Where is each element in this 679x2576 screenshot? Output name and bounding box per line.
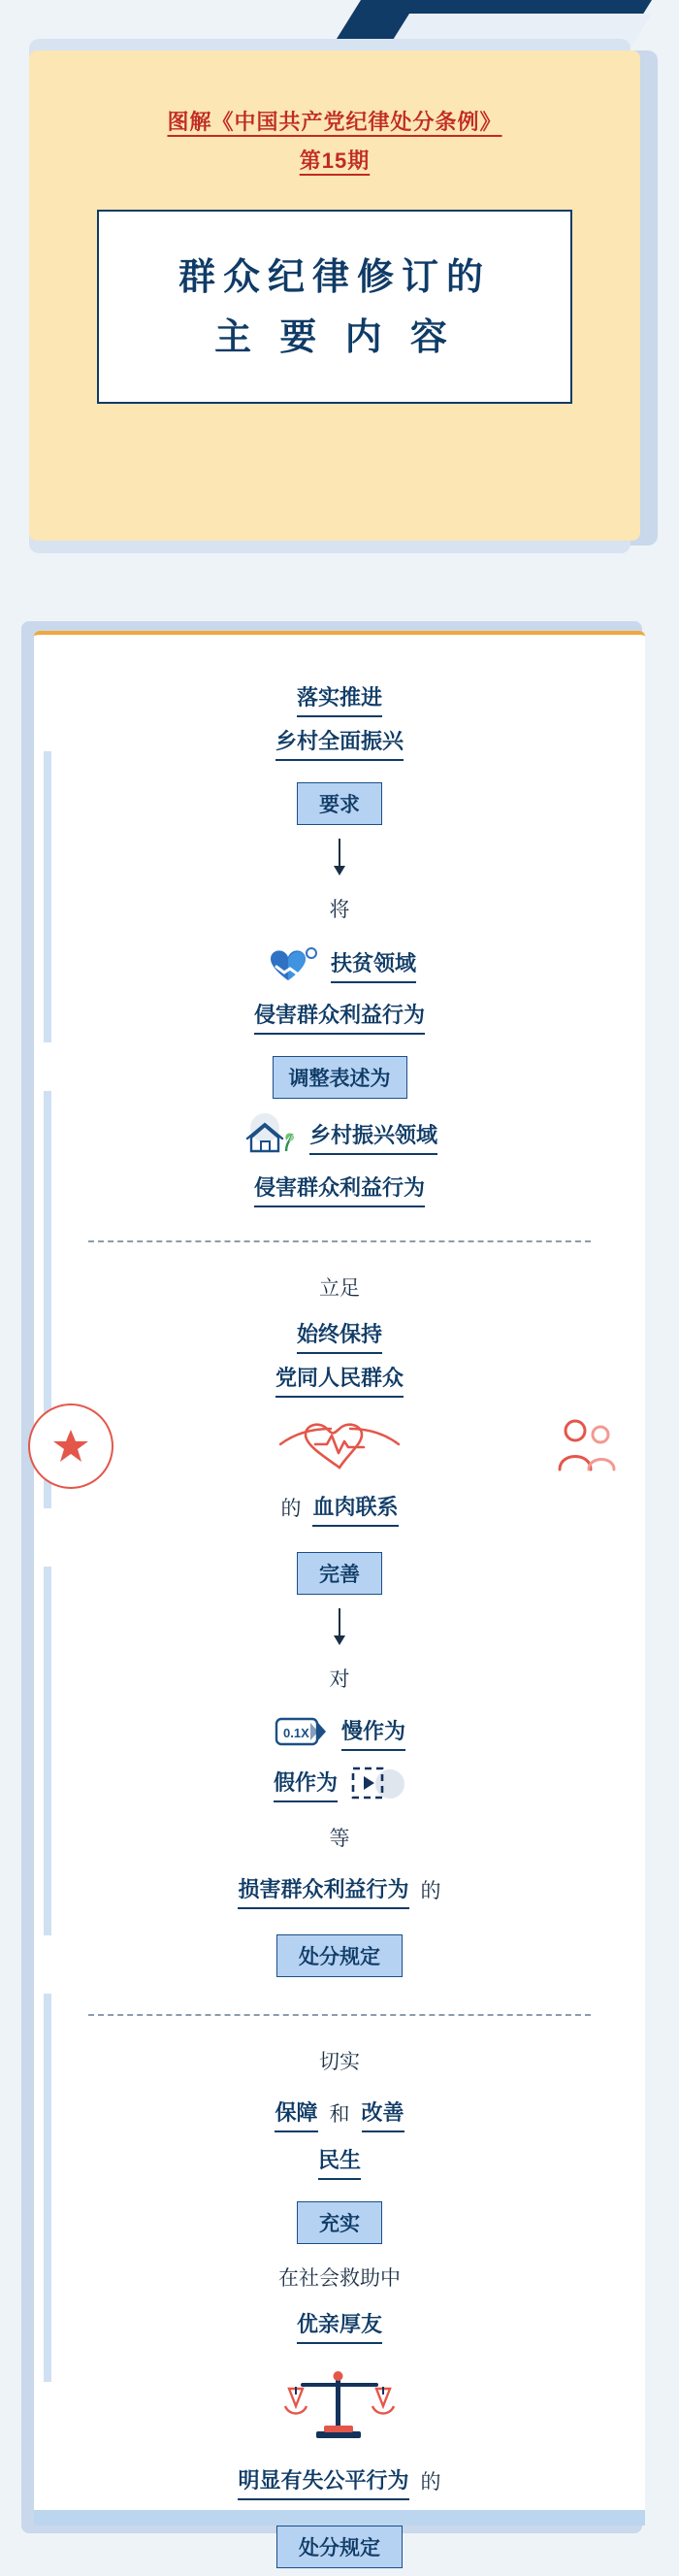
section-peoples-livelihood — [88, 2041, 591, 2572]
two-people-icon — [552, 1415, 622, 1477]
body-card-bottom-bar — [34, 2510, 645, 2526]
s2-label-flesh-blood: 血肉联系 — [312, 1493, 398, 1527]
s1-poverty-relief-row — [88, 941, 591, 991]
s1-line-2: 乡村全面振兴 — [275, 727, 404, 761]
s1-label-infringe-1: 侵害群众利益行为 — [254, 1001, 425, 1035]
two-people-icon-wrap — [544, 1404, 651, 1510]
s2-line-party-people: 党同人民群众 — [275, 1364, 404, 1398]
section-divider-1 — [88, 1240, 591, 1242]
star-badge-icon — [28, 1404, 113, 1489]
s2-plain-lizu: 立足 — [319, 1277, 360, 1300]
s1-label-infringe-2: 侵害群众利益行为 — [254, 1173, 425, 1207]
s3-chip-enrich: 充实 — [297, 2201, 382, 2244]
s3-label-improve: 改善 — [362, 2098, 404, 2132]
s1-revitalization-row — [88, 1112, 591, 1164]
s1-chip-requirement: 要求 — [297, 782, 382, 825]
s2-label-fake-action: 假作为 — [274, 1768, 338, 1802]
s3-label-livelihood: 民生 — [318, 2146, 361, 2180]
header-card — [29, 50, 640, 541]
s2-chip-punishment: 处分规定 — [276, 1934, 403, 1977]
s2-arrow-icon — [333, 1608, 346, 1649]
section-rural-revitalization — [88, 683, 591, 1207]
main-title-box — [97, 210, 572, 404]
s3-suffix-de: 的 — [420, 2471, 441, 2493]
scales-justice-icon — [281, 2360, 398, 2449]
s2-prefix-de: 的 — [280, 1498, 302, 1520]
heart-pulse-icon — [276, 1415, 403, 1475]
s1-plain-jiang: 将 — [329, 899, 350, 921]
body-content — [34, 635, 645, 2576]
main-title-line1: 群众纪律修订的 — [178, 255, 491, 298]
s3-chip-punishment: 处分规定 — [276, 2526, 403, 2568]
s3-label-guarantee: 保障 — [275, 2098, 317, 2132]
section-divider-2 — [88, 2014, 591, 2016]
s3-plain-he: 和 — [329, 2103, 350, 2126]
s3-scales-row — [88, 2360, 591, 2454]
s3-label-favoritism: 优亲厚友 — [297, 2310, 382, 2344]
s3-unfair-row — [88, 2461, 591, 2504]
body-card — [34, 631, 645, 2559]
s2-slow-action-row — [88, 1711, 591, 1757]
section-flesh-blood-ties — [88, 1268, 591, 1981]
header-section — [0, 0, 679, 602]
s2-line-keep: 始终保持 — [297, 1320, 382, 1354]
s2-plain-dui: 对 — [329, 1668, 350, 1691]
s2-label-slow-action: 慢作为 — [341, 1717, 405, 1751]
s1-chip-adjust: 调整表述为 — [273, 1056, 407, 1099]
s2-heart-pulse-row — [88, 1415, 591, 1480]
series-title-line1: 图解《中国共产党纪律处分条例》 — [167, 110, 502, 134]
main-title-line2: 主 要 内 容 — [214, 315, 455, 358]
s1-line-1: 落实推进 — [297, 683, 382, 717]
s2-harm-interest-row — [88, 1870, 591, 1913]
village-house-icon — [242, 1112, 298, 1164]
s3-guarantee-improve-row — [88, 2094, 591, 2136]
svg-text:0.1X: 0.1X — [282, 1726, 309, 1740]
s3-label-unfair: 明显有失公平行为 — [238, 2466, 408, 2500]
s1-label-revitalization-field: 乡村振兴领域 — [309, 1121, 437, 1155]
series-title-line2: 第15期 — [299, 149, 371, 173]
s2-flesh-blood-row — [88, 1488, 591, 1531]
s1-label-poverty-field: 扶贫领域 — [331, 949, 416, 983]
s2-label-harm-interest: 损害群众利益行为 — [238, 1875, 408, 1909]
handshake-heart-icon — [263, 941, 319, 991]
s2-chip-improve: 完善 — [297, 1552, 382, 1595]
play-pause-icon — [349, 1763, 405, 1808]
s1-arrow-icon — [333, 839, 346, 879]
s2-suffix-de: 的 — [420, 1880, 441, 1902]
s3-plain-social-aid: 在社会救助中 — [278, 2267, 401, 2290]
s3-plain-qieshi: 切实 — [319, 2051, 360, 2073]
s2-plain-deng: 等 — [329, 1828, 350, 1850]
s2-fake-action-row — [88, 1763, 591, 1808]
slow-speed-icon — [274, 1711, 330, 1757]
star-badge-icon-wrap — [28, 1404, 135, 1510]
